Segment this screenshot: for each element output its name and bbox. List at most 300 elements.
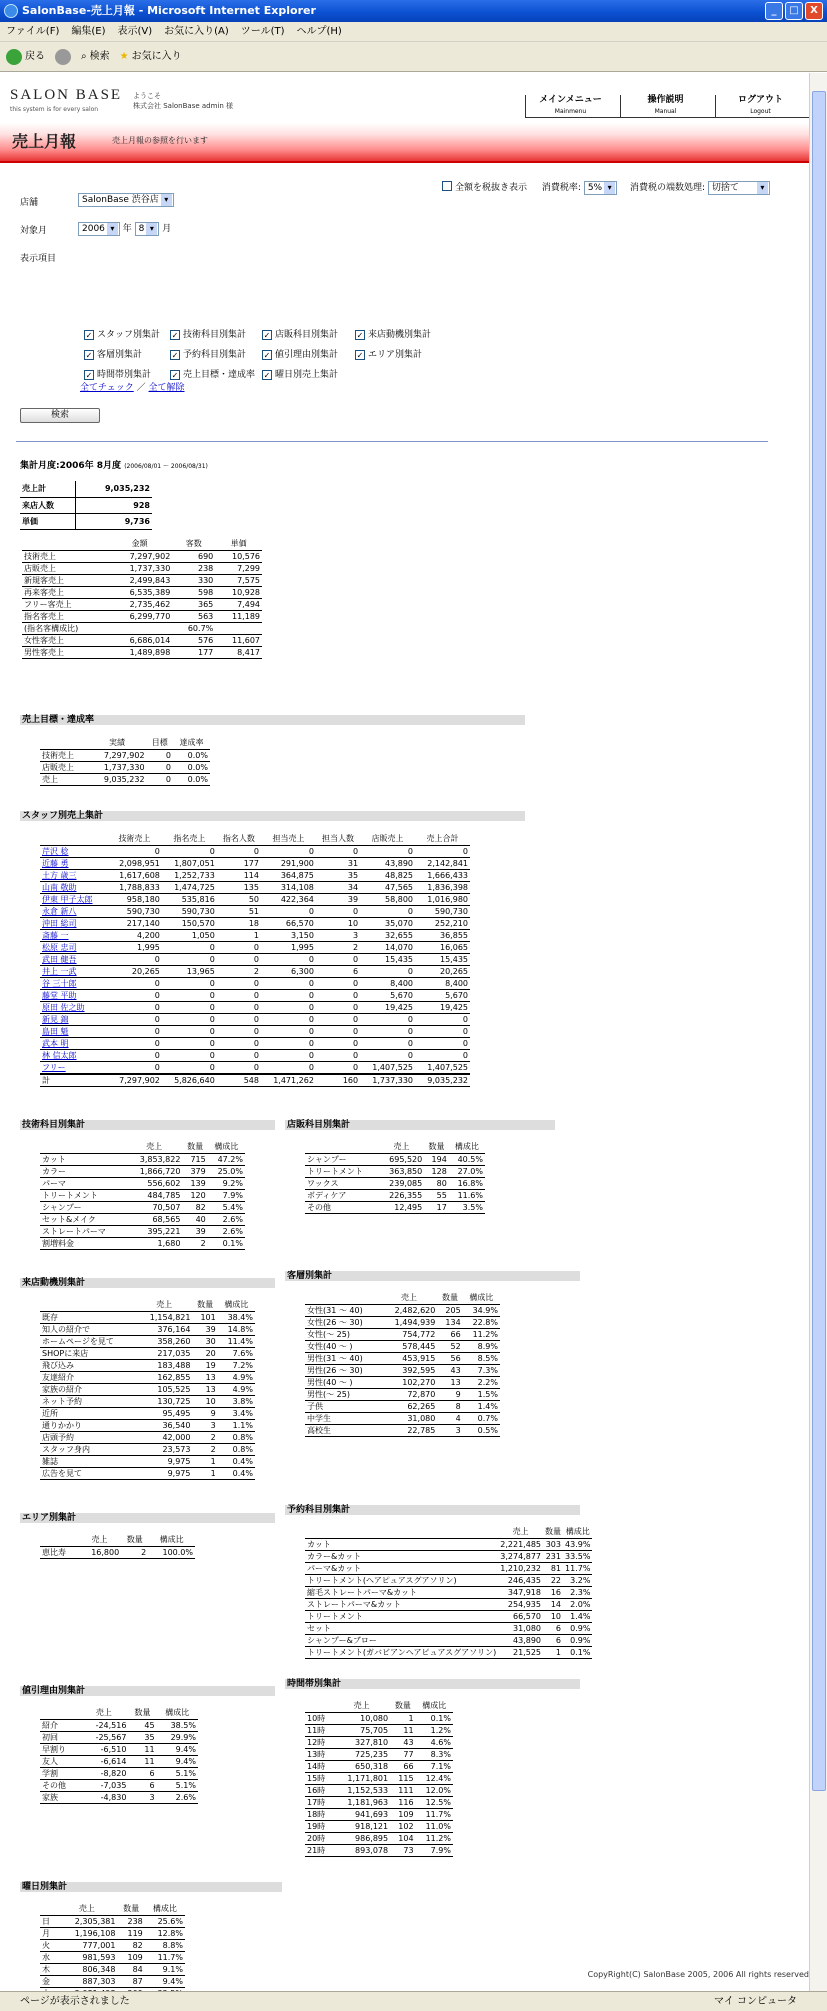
checkbox-checked-icon[interactable]: ✓ <box>85 371 93 380</box>
table-cell: 8.5% <box>463 1352 500 1364</box>
column-header: 数量 <box>390 1700 415 1712</box>
table-cell: 0 <box>162 1061 217 1074</box>
staff-name-link[interactable]: 芹沢 稔 <box>42 846 69 856</box>
table-cell: 5.4% <box>208 1201 245 1213</box>
back-button[interactable]: 戻る <box>6 42 45 72</box>
checkbox-checked-icon[interactable]: ✓ <box>171 351 179 360</box>
table-row <box>40 1225 245 1237</box>
motive-table <box>40 1299 255 1480</box>
table-cell: 0 <box>360 1049 415 1061</box>
table-cell: 8,400 <box>360 977 415 989</box>
table-cell: 116 <box>390 1796 415 1808</box>
table-cell: 男性客売上 <box>22 646 107 658</box>
column-header: 数量 <box>192 1299 217 1311</box>
table-cell: 22 <box>543 1574 563 1586</box>
table-cell: 39 <box>316 893 360 905</box>
display-items-label: 表示項目 <box>20 254 57 264</box>
staff-name-link[interactable]: 林 信太郎 <box>42 1050 77 1060</box>
table-row <box>40 869 470 881</box>
column-header: 客数 <box>172 538 215 550</box>
table-row <box>40 1927 185 1939</box>
table-cell: 3 <box>437 1424 462 1436</box>
staff-name-link[interactable]: 原田 佐之助 <box>42 1002 85 1012</box>
column-header: 単価 <box>215 538 262 550</box>
table-cell: 590,730 <box>162 905 217 917</box>
table-cell: 4.9% <box>218 1383 255 1395</box>
display-item-checkbox[interactable]: ✓ スタッフ別集計 <box>85 330 161 340</box>
table-cell: 535,816 <box>162 893 217 905</box>
table-cell: 42,000 <box>136 1431 193 1443</box>
table-cell: 1,836,398 <box>415 881 470 893</box>
table-cell: 205 <box>437 1304 462 1316</box>
nav-logout[interactable]: ログアウト Logout <box>715 95 805 117</box>
table-cell: 578,445 <box>381 1340 438 1352</box>
table-cell: 1,050 <box>162 929 217 941</box>
table-cell: 134 <box>437 1316 462 1328</box>
table-cell <box>215 622 262 634</box>
table-row <box>40 1383 255 1395</box>
weekday-table <box>40 1903 185 2000</box>
table-cell: 2.3% <box>563 1586 592 1598</box>
tech-table <box>40 1141 245 1250</box>
table-cell: 31 <box>316 857 360 869</box>
table-cell: 飛び込み <box>40 1359 136 1371</box>
table-row <box>305 1712 453 1724</box>
table-cell: 422,364 <box>261 893 316 905</box>
table-cell: 1,407,525 <box>360 1061 415 1074</box>
staff-name-link[interactable]: 新見 錦 <box>42 1014 69 1024</box>
table-row <box>40 1407 255 1419</box>
table-cell: 10 <box>192 1395 217 1407</box>
table-cell: 1 <box>192 1467 217 1479</box>
table-cell: 中学生 <box>305 1412 381 1424</box>
checkbox-checked-icon[interactable]: ✓ <box>85 331 93 340</box>
table-cell: 51 <box>217 905 261 917</box>
table-cell: パーマ <box>40 1177 126 1189</box>
table-row <box>40 1963 185 1975</box>
table-cell: 40.5% <box>449 1153 485 1165</box>
search-button[interactable]: 検索 <box>20 408 100 423</box>
table-cell: 11.6% <box>449 1189 485 1201</box>
staff-name-link[interactable]: 谷 三十郎 <box>42 978 77 988</box>
table-cell: 5,670 <box>415 989 470 1001</box>
maximize-button[interactable]: □ <box>785 2 803 20</box>
table-cell: 0 <box>261 845 316 857</box>
table-cell: 3 <box>192 1419 217 1431</box>
staff-name-link[interactable]: 山南 敬助 <box>42 882 77 892</box>
total-cell: 1,471,262 <box>261 1074 316 1087</box>
nav-mainmenu[interactable]: メインメニュー Mainmenu <box>525 95 615 117</box>
month-select[interactable]: 8 ▾ <box>135 222 160 236</box>
table-cell: 9,975 <box>136 1467 193 1479</box>
table-cell: 9.4% <box>145 1975 185 1987</box>
table-cell: 2 <box>192 1431 217 1443</box>
table-cell: 0 <box>415 1013 470 1025</box>
target-table <box>40 737 210 786</box>
table-row <box>40 1743 198 1755</box>
store-label: 店舗 <box>20 198 39 208</box>
table-cell: 102,270 <box>381 1376 438 1388</box>
table-row <box>305 1574 592 1586</box>
table-cell: 43.9% <box>565 1539 591 1549</box>
table-cell: その他 <box>40 1779 79 1791</box>
checkbox-checked-icon[interactable]: ✓ <box>171 331 179 340</box>
vertical-scrollbar[interactable] <box>809 73 827 1991</box>
column-header: 構成比 <box>148 1534 195 1546</box>
table-cell: 11.2% <box>463 1328 500 1340</box>
table-row <box>40 1025 470 1037</box>
table-cell: 7.2% <box>218 1359 255 1371</box>
table-cell: 33.5% <box>565 1551 591 1561</box>
table-cell: 男性(～ 25) <box>305 1388 381 1400</box>
table-cell: カット <box>305 1538 498 1550</box>
table-row <box>305 1736 453 1748</box>
table-cell: 0 <box>217 1013 261 1025</box>
tax-exclusive-checkbox[interactable] <box>442 181 452 191</box>
column-header: 数量 <box>117 1903 144 1915</box>
table-row <box>305 1304 500 1316</box>
table-cell: 29.9% <box>157 1731 198 1743</box>
table-cell: 598 <box>172 586 215 598</box>
table-cell: 66,570 <box>498 1610 543 1622</box>
menu-item[interactable]: 編集(E) <box>71 26 106 37</box>
table-cell: 1,474,725 <box>162 881 217 893</box>
table-cell: 0 <box>261 1049 316 1061</box>
table-cell: 1,171,801 <box>333 1772 390 1784</box>
table-cell: 割増料金 <box>40 1237 126 1249</box>
table-row <box>305 1724 453 1736</box>
table-row <box>40 857 470 869</box>
table-cell: 0 <box>217 1037 261 1049</box>
column-header <box>40 1534 78 1546</box>
table-cell: 16,065 <box>415 941 470 953</box>
display-item-checkbox[interactable]: ✓ 曜日別売上集計 <box>263 370 339 380</box>
display-item-checkbox[interactable]: ✓ 予約科目別集計 <box>171 350 247 360</box>
table-row <box>40 1755 198 1767</box>
table-cell: 10 <box>316 917 360 929</box>
display-item-checkbox[interactable]: ✓ 店販科目別集計 <box>263 330 339 340</box>
nav-manual[interactable]: 操作説明 Manual <box>620 95 710 117</box>
checkbox-checked-icon[interactable]: ✓ <box>356 331 364 340</box>
display-item-checkbox[interactable]: ✓ 売上目標・達成率 <box>171 370 256 380</box>
table-cell: 日 <box>40 1915 56 1927</box>
table-row <box>40 905 470 917</box>
menu-item[interactable]: お気に入り(A) <box>164 26 229 37</box>
column-header: 売上 <box>136 1299 193 1311</box>
checkbox-checked-icon[interactable]: ✓ <box>85 351 93 360</box>
menu-item[interactable]: ツール(T) <box>240 26 285 37</box>
table-cell: 47,565 <box>360 881 415 893</box>
staff-name-link[interactable]: 武本 明 <box>42 1038 69 1048</box>
table-cell <box>107 622 172 634</box>
staff-name-link[interactable]: 永倉 新八 <box>42 906 77 916</box>
table-row <box>305 1412 500 1424</box>
column-header: 指名売上 <box>162 833 217 845</box>
table-cell: 指名客売上 <box>22 610 107 622</box>
table-cell: 36,855 <box>415 929 470 941</box>
table-row <box>305 1832 453 1844</box>
table-row <box>40 1037 470 1049</box>
table-cell: 18 <box>217 917 261 929</box>
table-cell: 0 <box>217 953 261 965</box>
staff-name-link[interactable]: 近藤 勇 <box>42 858 69 868</box>
motive-section-header: 来店動機別集計 <box>20 1278 275 1288</box>
display-item-checkbox[interactable]: ✓ 値引理由別集計 <box>263 350 339 360</box>
table-row <box>40 941 470 953</box>
table-cell: 13 <box>192 1371 217 1383</box>
table-cell: 5.1% <box>157 1779 198 1791</box>
table-cell: 月 <box>40 1927 56 1939</box>
column-header <box>40 1707 79 1719</box>
table-row <box>305 1550 592 1562</box>
table-cell: 291,900 <box>261 857 316 869</box>
ie-logo-icon <box>4 4 18 18</box>
column-header: 数量 <box>545 1527 561 1537</box>
table-cell: 38.5% <box>157 1719 198 1731</box>
table-cell: 347,918 <box>498 1586 543 1598</box>
staff-name-link[interactable]: 斎藤 一 <box>42 930 69 940</box>
table-cell: 0 <box>107 953 162 965</box>
table-cell: 女性(31 ～ 40) <box>305 1304 381 1316</box>
table-cell: 3.8% <box>218 1395 255 1407</box>
table-cell: 7.3% <box>463 1364 500 1376</box>
table-cell: 11 <box>390 1724 415 1736</box>
table-cell: 0 <box>316 1013 360 1025</box>
column-header: 担当人数 <box>316 833 360 845</box>
staff-name-link[interactable]: 島田 魁 <box>42 1026 69 1036</box>
table-row <box>40 773 210 785</box>
table-cell: 1,489,898 <box>107 646 172 658</box>
rounding-select[interactable]: 切捨て ▾ <box>708 181 770 195</box>
staff-name-link[interactable]: 伊東 甲子太郎 <box>42 894 93 904</box>
close-button[interactable]: X <box>805 2 823 20</box>
table-cell: 162,855 <box>136 1371 193 1383</box>
checkbox-checked-icon[interactable]: ✓ <box>171 371 179 380</box>
table-cell: 11.7% <box>565 1563 591 1573</box>
table-cell: 0 <box>261 1025 316 1037</box>
table-cell: -4,830 <box>79 1791 128 1803</box>
table-row <box>305 1808 453 1820</box>
table-row <box>22 610 262 622</box>
table-row <box>305 1796 453 1808</box>
checkbox-checked-icon[interactable]: ✓ <box>263 371 271 380</box>
staff-name-link[interactable]: フリー <box>42 1062 66 1072</box>
table-row <box>40 893 470 905</box>
table-cell: 6 <box>128 1767 156 1779</box>
total-cell: 計 <box>40 1074 107 1087</box>
table-cell: 16.8% <box>449 1177 485 1189</box>
staff-name-link[interactable]: 武田 健吾 <box>42 954 77 964</box>
table-cell: 既存 <box>40 1311 136 1323</box>
uncheck-all-link[interactable]: 全て解除 <box>148 383 185 393</box>
check-all-link[interactable]: 全てチェック <box>80 383 134 393</box>
table-cell: 0 <box>415 1037 470 1049</box>
table-cell: 11,189 <box>215 610 262 622</box>
staff-name-link[interactable]: 土方 歳三 <box>42 870 77 880</box>
site-logo: SALON BASE <box>10 87 123 103</box>
table-cell: 35,070 <box>360 917 415 929</box>
table-row <box>40 1546 195 1558</box>
table-cell: 0 <box>217 989 261 1001</box>
table-row <box>22 550 262 562</box>
table-cell: 14,070 <box>360 941 415 953</box>
search-icon: ⌕ <box>81 50 87 62</box>
menu-item[interactable]: 表示(V) <box>117 26 153 37</box>
table-cell: 1,407,525 <box>415 1061 470 1074</box>
table-cell: 13 <box>437 1376 462 1388</box>
table-cell: 231 <box>543 1550 563 1562</box>
column-header: 売上 <box>379 1141 425 1153</box>
minimize-button[interactable]: _ <box>765 2 783 20</box>
table-row <box>40 1915 185 1927</box>
tax-rate-select[interactable]: 5% ▾ <box>584 181 617 195</box>
table-cell: 39 <box>182 1225 207 1237</box>
table-cell: 21,525 <box>498 1646 543 1658</box>
table-cell: 104 <box>390 1832 415 1844</box>
table-cell: 0 <box>217 977 261 989</box>
table-row <box>40 1455 255 1467</box>
staff-name-link[interactable]: 沖田 総司 <box>42 918 77 928</box>
table-cell: 12時 <box>305 1736 333 1748</box>
retail-section-header: 店販科目別集計 <box>285 1120 555 1130</box>
table-cell: 家族の紹介 <box>40 1383 136 1395</box>
checkbox-checked-icon[interactable]: ✓ <box>263 331 271 340</box>
table-cell: 8,417 <box>215 646 262 658</box>
display-item-checkbox[interactable]: ✓ エリア別集計 <box>356 350 423 360</box>
table-cell: 34.9% <box>463 1304 500 1316</box>
table-row <box>305 1364 500 1376</box>
table-cell: ストレートパーマ&カット <box>305 1598 498 1610</box>
display-item-checkbox[interactable]: ✓ 時間帯別集計 <box>85 370 152 380</box>
search-button[interactable]: ⌕ 検索 <box>81 42 110 72</box>
scrollbar-thumb[interactable] <box>812 91 826 1791</box>
checkbox-checked-icon[interactable]: ✓ <box>356 351 364 360</box>
table-cell: 58,800 <box>360 893 415 905</box>
display-item-checkbox[interactable]: ✓ 技術科目別集計 <box>171 330 247 340</box>
display-item-checkbox[interactable]: ✓ 客層別集計 <box>85 350 143 360</box>
table-cell: 365 <box>172 598 215 610</box>
menu-item[interactable]: ファイル(F) <box>6 26 60 37</box>
table-cell: その他 <box>305 1201 379 1213</box>
table-cell: ストレートパーマ <box>40 1225 126 1237</box>
table-cell: 4,200 <box>107 929 162 941</box>
total-cell: 5,826,640 <box>162 1074 217 1087</box>
table-cell: 47.2% <box>208 1153 245 1165</box>
table-row <box>22 586 262 598</box>
table-cell: 0 <box>360 1037 415 1049</box>
table-row <box>40 1395 255 1407</box>
table-cell: 75,705 <box>333 1724 390 1736</box>
table-cell: 0 <box>107 989 162 1001</box>
table-cell: 0 <box>316 1061 360 1074</box>
column-header <box>305 1141 379 1153</box>
column-header: 技術売上 <box>107 833 162 845</box>
table-cell: 2,221,485 <box>500 1539 541 1549</box>
table-cell: 6,300 <box>261 965 316 977</box>
table-cell: 25.0% <box>208 1165 245 1177</box>
table-cell: 縮毛ストレートパーマ&カット <box>305 1586 498 1598</box>
table-cell: 3,274,877 <box>500 1551 541 1561</box>
table-cell: 早割り <box>40 1743 79 1755</box>
table-row <box>305 1165 485 1177</box>
table-cell: 0 <box>162 989 217 1001</box>
forward-button[interactable] <box>55 49 71 65</box>
table-cell: 35 <box>316 869 360 881</box>
table-cell: 364,875 <box>261 869 316 881</box>
staff-name-link[interactable]: 藤堂 平助 <box>42 990 77 1000</box>
table-cell: 102 <box>390 1820 415 1832</box>
total-cell: 548 <box>217 1074 261 1087</box>
area-section-header: エリア別集計 <box>20 1513 275 1523</box>
display-item-checkbox[interactable]: ✓ 来店動機別集計 <box>356 330 432 340</box>
column-header <box>22 538 107 550</box>
table-row <box>40 1951 185 1963</box>
column-header <box>40 1903 56 1915</box>
table-cell: 女性(40 ～ ) <box>305 1340 381 1352</box>
column-header: 売上 <box>498 1526 543 1538</box>
table-cell: 0 <box>162 953 217 965</box>
table-cell: 初回 <box>40 1731 79 1743</box>
table-cell: 11時 <box>305 1724 333 1736</box>
table-cell: -7,035 <box>79 1779 128 1791</box>
summary-row: 売上計 9,035,232 <box>20 481 152 497</box>
table-cell: 7.9% <box>208 1189 245 1201</box>
table-cell: 0.7% <box>463 1412 500 1424</box>
table-cell: 194 <box>424 1153 449 1165</box>
table-cell: -6,614 <box>79 1755 128 1767</box>
table-row <box>40 1153 245 1165</box>
table-cell: 109 <box>390 1808 415 1820</box>
column-header: 達成率 <box>173 737 210 749</box>
table-cell: 1,252,733 <box>162 869 217 881</box>
table-cell: 1,788,833 <box>107 881 162 893</box>
table-row <box>40 761 210 773</box>
table-cell: トリートメント(ガバビアンヘアピュアスグアソリン) <box>307 1647 497 1657</box>
staff-name-link[interactable]: 井上 一武 <box>42 966 77 976</box>
table-cell: ボディケア <box>305 1189 379 1201</box>
table-cell: 66,570 <box>261 917 316 929</box>
summary-row: 単価 9,736 <box>20 513 152 529</box>
table-cell: 11.7% <box>416 1808 453 1820</box>
table-cell: 981,593 <box>56 1951 117 1963</box>
table-cell: 1 <box>192 1455 217 1467</box>
favorites-button[interactable]: ★ お気に入り <box>120 42 182 72</box>
total-cell: 7,297,902 <box>107 1074 162 1087</box>
year-select[interactable]: 2006 ▾ <box>78 222 120 236</box>
table-cell: 21時 <box>305 1844 333 1856</box>
table-cell: 238 <box>172 562 215 574</box>
table-cell: 0 <box>316 1037 360 1049</box>
table-cell: 12.5% <box>416 1796 453 1808</box>
table-cell: 0 <box>107 1049 162 1061</box>
store-select[interactable]: SalonBase 渋谷店 ▾ <box>78 193 174 207</box>
checkbox-checked-icon[interactable]: ✓ <box>263 351 271 360</box>
total-cell: 1,737,330 <box>360 1074 415 1087</box>
table-row <box>40 1779 198 1791</box>
staff-name-link[interactable]: 松原 忠司 <box>42 942 77 952</box>
table-cell: 777,001 <box>56 1939 117 1951</box>
table-cell: カット <box>40 1153 126 1165</box>
table-cell: 119 <box>117 1927 144 1939</box>
menu-item[interactable]: ヘルプ(H) <box>296 26 342 37</box>
table-cell: 子供 <box>305 1400 381 1412</box>
column-header: 指名人数 <box>217 833 261 845</box>
page-description: 売上月報の参照を行います <box>112 136 208 145</box>
table-cell: 0 <box>162 1013 217 1025</box>
table-cell: 家族 <box>40 1791 79 1803</box>
table-row <box>40 965 470 977</box>
table-cell: 金 <box>40 1975 56 1987</box>
